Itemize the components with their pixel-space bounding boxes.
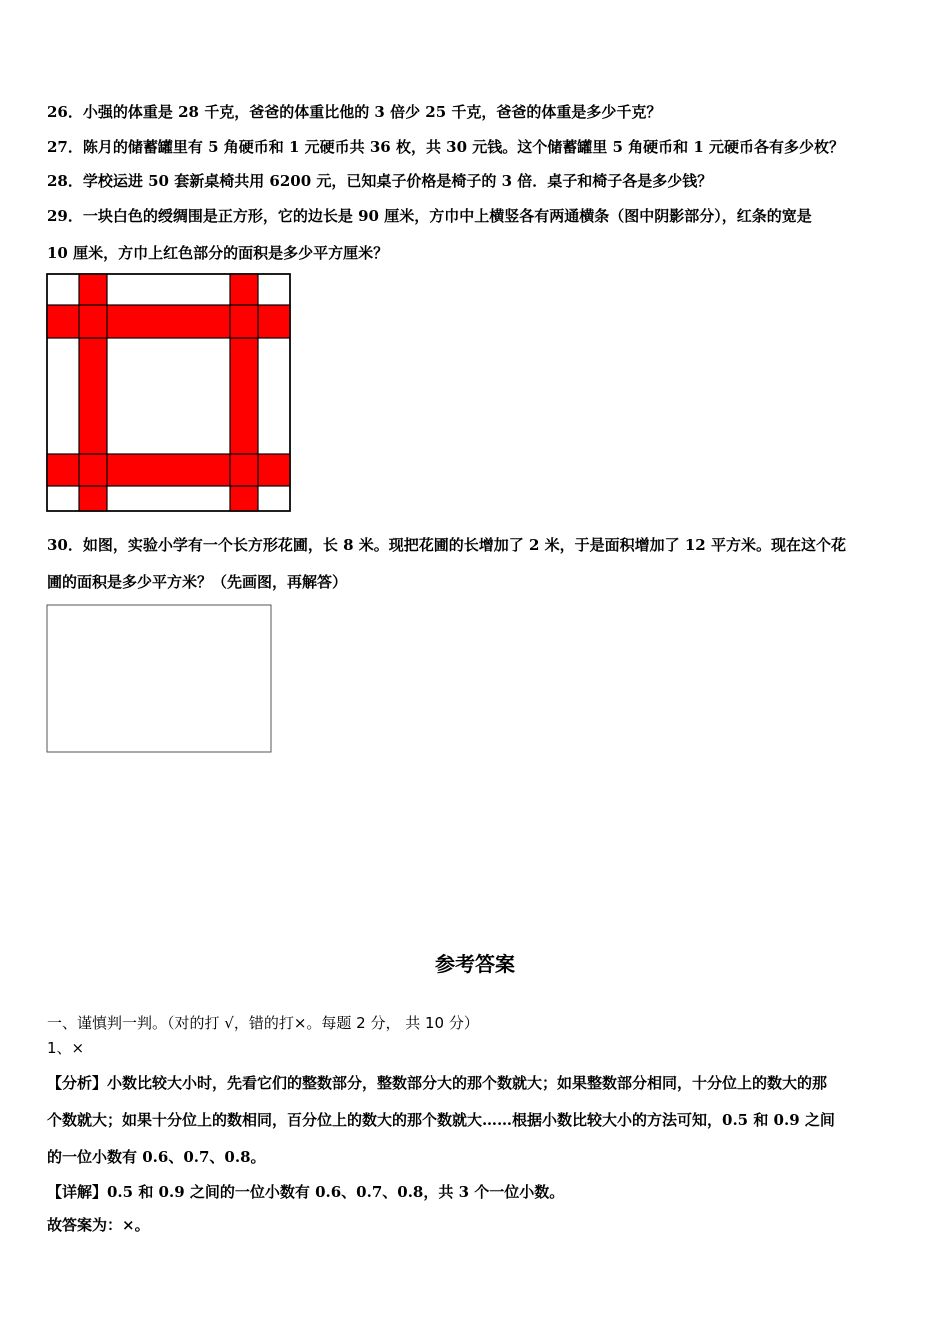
drawing-box xyxy=(46,604,273,754)
square-scarf-figure xyxy=(46,273,292,513)
question-30-line1: 30．如图，实验小学有一个长方形花圃，长 8 米。现把花圃的长增加了 2 米，于是面积增加了 12 平方米。现在这个花 xyxy=(47,536,846,554)
answers-title: 参考答案 xyxy=(435,952,515,976)
analysis-line3: 的一位小数有 0.6、0.7、0.8。 xyxy=(47,1148,266,1166)
question-29-line2: 10 厘米，方巾上红色部分的面积是多少平方厘米？ xyxy=(47,244,389,262)
answers-section-1: 一、谨慎判一判。（对的打 √，错的打×。每题 2 分， 共 10 分） xyxy=(47,1014,479,1032)
question-26: 26．小强的体重是 28 千克，爸爸的体重比他的 3 倍少 25 千克，爸爸的体重是多少千克？ xyxy=(47,103,662,121)
analysis-line1: 【分析】小数比较大小时，先看它们的整数部分，整数部分大的那个数就大；如果整数部分相同，十分位上的数大的那 xyxy=(47,1074,828,1092)
question-27: 27．陈月的储蓄罐里有 5 角硬币和 1 元硬币共 36 枚，共 30 元钱。这个储蓄罐里 5 角硬币和 1 元硬币各有多少枚？ xyxy=(47,138,845,156)
detail-line: 【详解】0.5 和 0.9 之间的一位小数有 0.6、0.7、0.8，共 3 个一位小数。 xyxy=(47,1183,565,1201)
answer-1: 1、× xyxy=(47,1039,85,1057)
vertical-stripe-left xyxy=(79,274,107,511)
conclusion-line: 故答案为：×。 xyxy=(47,1216,150,1234)
question-29-line1: 29．一块白色的绶绸围是正方形，它的边长是 90 厘米，方巾中上横竖各有两通横条（图中阴影部分），红条的宽是 xyxy=(47,207,812,225)
analysis-line2: 个数就大；如果十分位上的数相同，百分位上的数大的那个数就大……根据小数比较大小的方法可知，0.5 和 0.9 之间 xyxy=(47,1111,835,1129)
question-30-line2: 圃的面积是多少平方米？（先画图，再解答） xyxy=(47,573,348,591)
vertical-stripe-right xyxy=(230,274,258,511)
question-28: 28．学校运进 50 套新桌椅共用 6200 元，已知桌子价格是椅子的 3 倍．桌子和椅子各是多少钱？ xyxy=(47,172,713,190)
